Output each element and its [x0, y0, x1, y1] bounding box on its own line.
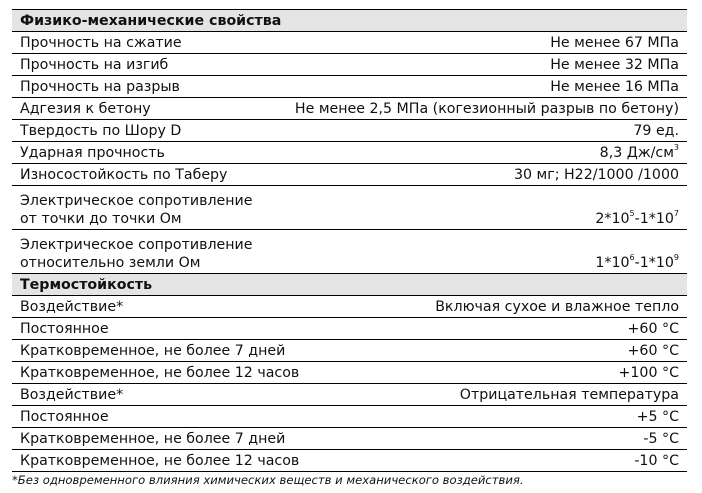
property-label: Прочность на сжатие: [20, 35, 182, 51]
property-value: Не менее 16 МПа: [550, 79, 679, 95]
section-title: Термостойкость: [20, 277, 153, 293]
table-row: [12, 98, 687, 120]
property-value: Не менее 32 МПа: [550, 57, 679, 73]
table-row: [12, 54, 687, 76]
property-value: 30 мг; H22/1000 /1000: [513, 167, 679, 183]
property-label: Постоянное: [20, 321, 109, 337]
property-value: Отрицательная температура: [459, 387, 679, 403]
section-header-physical: [12, 10, 687, 32]
property-value: -5 °C: [643, 431, 679, 447]
property-label: Прочность на разрыв: [20, 79, 180, 95]
property-value: Не менее 67 МПа: [550, 35, 679, 51]
property-label: Износостойкость по Таберу: [20, 167, 228, 183]
property-label: Ударная прочность: [20, 145, 165, 161]
properties-table: [12, 9, 687, 472]
table-row: [12, 318, 687, 340]
table-row: [12, 450, 687, 472]
property-value: +60 °C: [627, 343, 679, 359]
table-row: [12, 120, 687, 142]
table-row: [12, 428, 687, 450]
property-value: +5 °C: [636, 409, 679, 425]
table-row: [12, 186, 687, 230]
table-row: [12, 406, 687, 428]
table-row: [12, 76, 687, 98]
table-row: [12, 340, 687, 362]
section-header-thermal: [12, 274, 687, 296]
property-label: Кратковременное, не более 12 часов: [20, 453, 300, 469]
property-value: 79 ед.: [633, 123, 679, 139]
property-label: Кратковременное, не более 12 часов: [20, 365, 300, 381]
table-row: [12, 142, 687, 164]
property-value: Включая сухое и влажное тепло: [435, 299, 679, 315]
property-label: Постоянное: [20, 409, 109, 425]
property-value: $2*10^5-1*10^7$: [595, 209, 679, 227]
table-row: [12, 296, 687, 318]
table-row: [12, 32, 687, 54]
property-value: +60 °C: [627, 321, 679, 337]
table-row: [12, 384, 687, 406]
property-label: Твердость по Шору D: [20, 123, 182, 139]
property-label: Кратковременное, не более 7 дней: [20, 431, 286, 447]
table-row: [12, 164, 687, 186]
property-label: Электрическое сопротивление относительно земли Ом: [20, 237, 253, 271]
property-value: -10 °C: [634, 453, 679, 469]
property-label: Адгезия к бетону: [20, 101, 151, 117]
property-value: +100 °C: [618, 365, 679, 381]
property-label: Прочность на изгиб: [20, 57, 169, 73]
footnote: *Без одновременного влияния химических веществ и механического воздействия.: [12, 473, 524, 487]
property-label: Воздействие*: [20, 387, 124, 403]
property-value: Не менее 2,5 МПа (когезионный разрыв по бетону): [294, 101, 679, 117]
property-value: $1*10^6-1*10^9$: [595, 253, 679, 271]
property-label: Воздействие*: [20, 299, 124, 315]
section-title: Физико-механические свойства: [20, 13, 282, 29]
property-value: 8,3 $Дж/см^3$: [599, 143, 679, 161]
property-label: Электрическое сопротивление от точки до точки Ом: [20, 193, 253, 227]
table-row: [12, 362, 687, 384]
table-row: [12, 230, 687, 274]
property-label: Кратковременное, не более 7 дней: [20, 343, 286, 359]
